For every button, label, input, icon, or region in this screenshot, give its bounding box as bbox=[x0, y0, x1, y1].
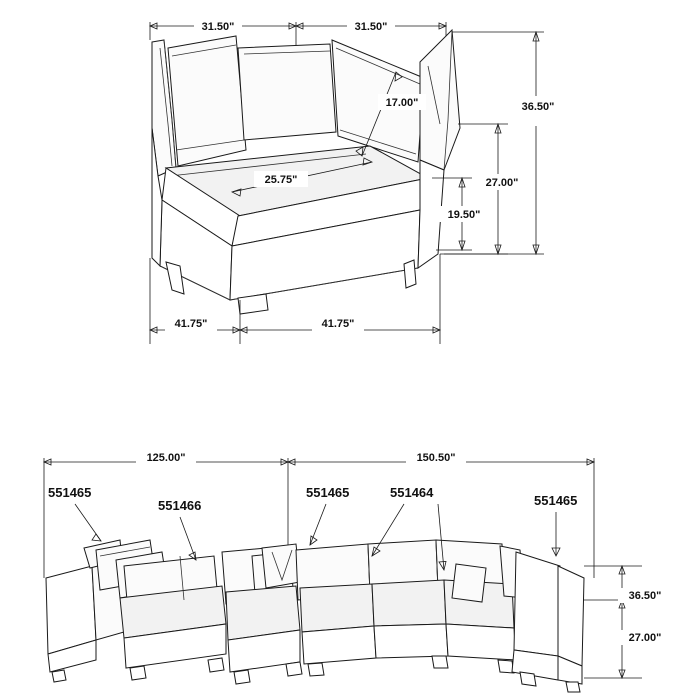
dim-right-section-width: 150.50" bbox=[416, 452, 456, 464]
dim-assembly-overall-height: 36.50" bbox=[628, 590, 662, 602]
dim-top-right-width: 31.50" bbox=[354, 21, 388, 33]
dim-assembly-arm-height: 27.00" bbox=[628, 632, 662, 644]
dim-2700-group bbox=[444, 124, 528, 254]
callout-sku-3: 551465 bbox=[306, 485, 350, 500]
sectional-illustration bbox=[46, 540, 584, 692]
assembly-right-dims bbox=[584, 566, 672, 678]
dim-left-section-width: 125.00" bbox=[146, 452, 186, 464]
dim-arm-height: 27.00" bbox=[485, 177, 519, 189]
callout-sku-4: 551464 bbox=[390, 485, 434, 500]
top-view-group bbox=[150, 19, 564, 344]
dim-overall-height: 36.50" bbox=[521, 101, 555, 113]
dim-bottom-right-depth: 41.75" bbox=[321, 318, 355, 330]
callout-sku-2: 551466 bbox=[158, 498, 202, 513]
dim-back-cushion-height: 17.00" bbox=[385, 97, 419, 109]
dim-bottom-left-depth: 41.75" bbox=[174, 318, 208, 330]
dim-top-left-width: 31.50" bbox=[201, 21, 235, 33]
callout-sku-1: 551465 bbox=[48, 485, 92, 500]
bottom-view-group bbox=[44, 450, 672, 692]
dim-seat-height: 19.50" bbox=[447, 209, 481, 221]
dim-seat-depth: 25.75" bbox=[264, 174, 298, 186]
callout-sku-5: 551465 bbox=[534, 493, 578, 508]
